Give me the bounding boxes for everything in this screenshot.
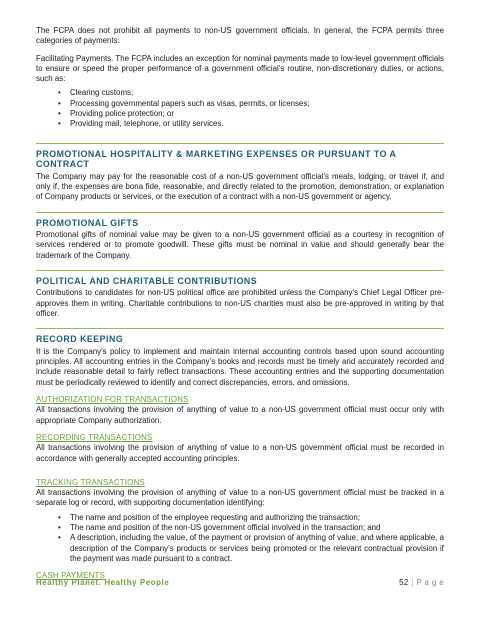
bullet-icon: •: [58, 523, 61, 532]
tracking-heading: TRACKING TRANSACTIONS: [36, 477, 145, 487]
bullet-icon: •: [58, 98, 61, 108]
political-heading: POLITICAL AND CHARITABLE CONTRIBUTIONS: [36, 270, 444, 287]
political-section: [36, 270, 444, 319]
recording-body: All transactions involving the provision of anything of value to a non-US government official must be recorded in accordance with generally accepted accounting principles.: [36, 443, 444, 463]
bullet-icon: •: [58, 88, 61, 98]
political-body: Contributions to candidates for non-US political office are prohibited unless the Company’s Chief Legal Officer pre-approves them in writing. Charitable contributions to non-US charities must also be pre-approved in writing by that officer.: [36, 288, 444, 319]
bullet-icon: •: [58, 533, 61, 543]
authorization-body: All transactions involving the provision of anything of value to a non-US government official must occur only with appropriate Company authorization.: [36, 405, 444, 425]
list-item: • Providing police protection; or: [58, 109, 174, 119]
bullet-icon: •: [58, 119, 61, 129]
intro-paragraph: The FCPA does not prohibit all payments to non-US government officials. In general, the FCPA permits three categories of payments:: [36, 26, 444, 46]
record-keeping-heading: RECORD KEEPING: [36, 328, 444, 345]
cash-payments-heading: CASH PAYMENTS: [36, 571, 105, 581]
gifts-body: Promotional gifts of nominal value may be given to a non-US government official as a courtesy in recognition of services rendered or to promote goodwill. These gifts must be nominal in value and should generally bear the trademark of the Company.: [36, 230, 444, 260]
bullet-icon: •: [58, 512, 61, 522]
authorization-heading: AUTHORIZATION FOR TRANSACTIONS: [36, 395, 189, 405]
gifts-heading: PROMOTIONAL GIFTS: [36, 212, 444, 229]
tracking-body: All transactions involving the provision of anything of value to a non-US government official must be tracked in a separate log or record, with supporting documentation identifying:: [36, 488, 444, 508]
list-item: • Providing mail, telephone, or utility services.: [58, 119, 224, 129]
hospitality-body: The Company may pay for the reasonable cost of a non-US government official’s meals, lodging, or travel if, and only if, the expenses are bona fide, reasonable, and directly related to the promotion, demonstration, or explanation of Company products or services, or the execution of a contract with a non-US government or agency.: [36, 171, 444, 202]
list-item: • The name and position of the employee requesting and authorizing the transaction;: [58, 512, 360, 522]
recording-heading: RECORDING TRANSACTIONS: [36, 432, 153, 442]
gifts-section: [36, 212, 444, 261]
record-keeping-body: It is the Company’s policy to implement and maintain internal accounting controls based upon sound accounting principles. All accounting entries in the Company’s books and records must be timely and accurately recorded and include reasonable detail to fairly reflect transactions. These accounting entries and the supporting documentation must be periodically reviewed to identify and correct discrepancies, errors, and omissions.: [36, 346, 444, 387]
footer-tagline: Healthy Planet. Healthy People: [36, 578, 170, 587]
facilitating-payments-list: [36, 88, 444, 129]
page-number: 52 | P a g e: [399, 578, 444, 587]
facilitating-payments-paragraph: Facilitating Payments. The FCPA includes an exception for nominal payments made to low-level government officials to ensure or speed the proper performance of a government official’s routine, non-discretionary duties, or actions, such as:: [36, 53, 444, 84]
bullet-icon: •: [58, 109, 61, 119]
tracking-list: [36, 513, 444, 564]
list-item: • A description, including the value, of the payment or provision of anything of value, and where applicable, a description of the Company’s products or services being promoted or the relevant contractual provision if the payment was made pursuant to a contract.: [58, 533, 444, 563]
record-keeping-section: [36, 328, 444, 581]
list-item: • The name and position of the non-US government official involved in the transaction; and: [58, 523, 381, 532]
hospitality-section: [36, 143, 444, 203]
list-item: • Clearing customs;: [58, 88, 134, 98]
list-item: • Processing governmental papers such as visas, permits, or licenses;: [58, 98, 310, 108]
hospitality-heading: PROMOTIONAL HOSPITALITY & MARKETING EXPENSES OR PURSUANT TO A CONTRACT: [36, 143, 444, 170]
